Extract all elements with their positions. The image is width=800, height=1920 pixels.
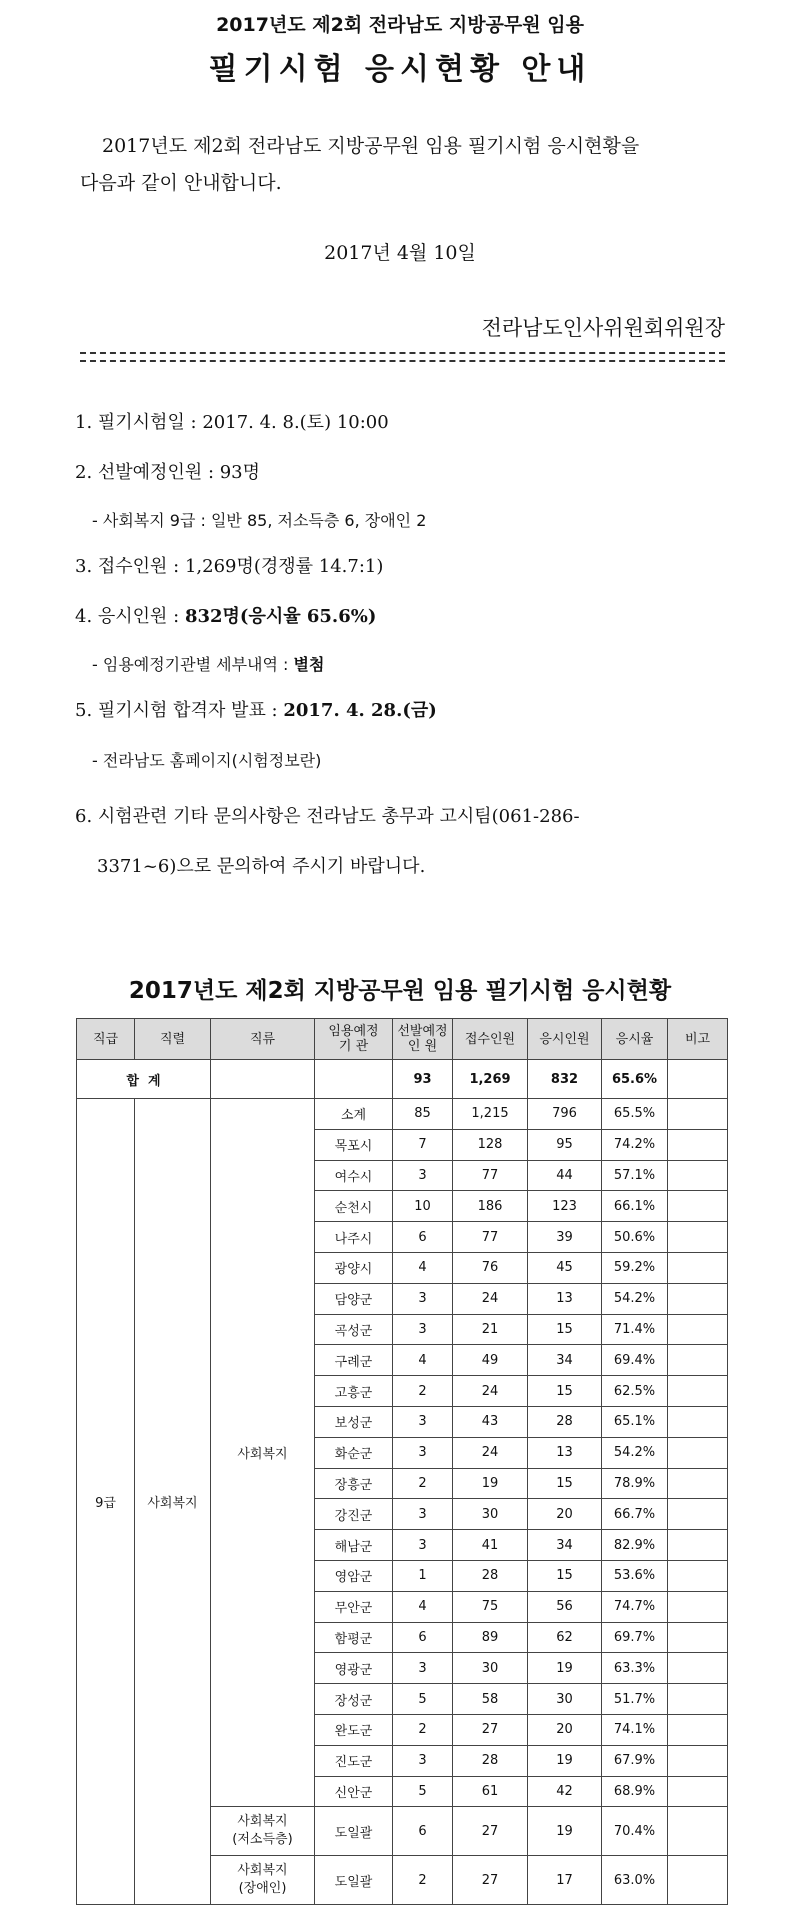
attended-cell: 15 [528,1314,602,1345]
item-attendees-value: 832명(응시율 65.6%) [184,606,377,627]
rate-cell: 82.9% [602,1530,668,1561]
title-line-1: 2017년도 제2회 전라남도 지방공무원 임용 [216,14,584,36]
header-grade: 직급 [77,1019,135,1060]
item-result-detail: - 전라남도 홈페이지(시험정보란) [92,751,322,770]
note-cell [668,1283,728,1314]
issuer: 전라남도인사위원회위원장 [481,316,725,340]
status-table [76,1018,728,1905]
applied-cell: 30 [453,1653,528,1684]
planned-cell: 4 [393,1591,453,1622]
agency-cell: 나주시 [315,1222,393,1253]
rate-cell: 54.2% [602,1283,668,1314]
applied-cell: 19 [453,1468,528,1499]
rate-cell: 65.5% [602,1099,668,1130]
divider [80,352,725,362]
total-attended: 832 [528,1060,602,1099]
note-cell [668,1406,728,1437]
total-agency [315,1060,393,1099]
attended-cell: 44 [528,1160,602,1191]
applied-cell: 24 [453,1376,528,1407]
note-cell [668,1376,728,1407]
attended-cell: 45 [528,1252,602,1283]
rate-cell: 66.7% [602,1499,668,1530]
applied-cell: 58 [453,1684,528,1715]
applied-cell: 43 [453,1406,528,1437]
total-label: 합 계 [77,1060,211,1099]
agency-cell: 함평군 [315,1622,393,1653]
note-cell [668,1314,728,1345]
planned-cell: 3 [393,1314,453,1345]
rate-cell: 62.5% [602,1376,668,1407]
intro-paragraph [80,128,730,202]
rate-cell: 59.2% [602,1252,668,1283]
applied-cell: 24 [453,1283,528,1314]
agency-cell: 영암군 [315,1560,393,1591]
note-cell [668,1807,728,1856]
note-cell [668,1745,728,1776]
title-line-2: 필기시험 응시현황 안내 [208,52,592,87]
attended-cell: 19 [528,1653,602,1684]
agency-cell: 완도군 [315,1714,393,1745]
planned-cell: 5 [393,1776,453,1807]
rate-cell: 67.9% [602,1745,668,1776]
planned-cell: 3 [393,1406,453,1437]
attended-cell: 19 [528,1745,602,1776]
item-applicants: 3. 접수인원 : 1,269명(경쟁률 14.7:1) [75,556,384,577]
total-rate: 65.6% [602,1060,668,1099]
note-cell [668,1653,728,1684]
agency-cell: 무안군 [315,1591,393,1622]
item-attendees-detail [92,652,324,675]
note-cell [668,1776,728,1807]
planned-cell: 85 [393,1099,453,1130]
agency-cell: 구례군 [315,1345,393,1376]
planned-cell: 3 [393,1530,453,1561]
planned-cell: 3 [393,1283,453,1314]
planned-cell: 5 [393,1684,453,1715]
planned-cell: 2 [393,1376,453,1407]
note-cell [668,1129,728,1160]
attended-cell: 95 [528,1129,602,1160]
applied-cell: 28 [453,1745,528,1776]
series-cell: 사회복지 [135,1099,211,1905]
note-cell [668,1099,728,1130]
rate-cell: 65.1% [602,1406,668,1437]
planned-cell: 2 [393,1714,453,1745]
agency-cell: 강진군 [315,1499,393,1530]
applied-cell: 49 [453,1345,528,1376]
applied-cell: 1,215 [453,1099,528,1130]
note-cell [668,1560,728,1591]
item-planned-detail: - 사회복지 9급 : 일반 85, 저소득층 6, 장애인 2 [92,511,427,530]
applied-cell: 61 [453,1776,528,1807]
applied-cell: 30 [453,1499,528,1530]
applied-cell: 41 [453,1530,528,1561]
rate-cell: 63.3% [602,1653,668,1684]
table-row [77,1099,728,1130]
total-row [77,1060,728,1099]
note-cell [668,1160,728,1191]
planned-cell: 4 [393,1345,453,1376]
rate-cell: 74.2% [602,1129,668,1160]
agency-cell: 해남군 [315,1530,393,1561]
agency-cell: 화순군 [315,1437,393,1468]
grade-cell: 9급 [77,1099,135,1905]
rate-cell: 74.1% [602,1714,668,1745]
category-cell: 사회복지 (저소득층) [211,1807,315,1856]
item-inquiry-line-1: 6. 시험관련 기타 문의사항은 전라남도 총무과 고시팀(061-286- [75,806,580,827]
applied-cell: 75 [453,1591,528,1622]
note-cell [668,1714,728,1745]
agency-cell: 여수시 [315,1160,393,1191]
planned-cell: 3 [393,1653,453,1684]
note-cell [668,1684,728,1715]
agency-cell: 순천시 [315,1191,393,1222]
publish-date: 2017년 4월 10일 [324,242,476,264]
intro-line-1: 2017년도 제2회 전라남도 지방공무원 임용 필기시험 응시현황을 [102,135,640,157]
note-cell [668,1191,728,1222]
agency-cell: 장흥군 [315,1468,393,1499]
agency-cell: 광양시 [315,1252,393,1283]
agency-cell: 소계 [315,1099,393,1130]
header-agency: 임용예정 기 관 [315,1019,393,1060]
attended-cell: 34 [528,1345,602,1376]
note-cell [668,1437,728,1468]
applied-cell: 27 [453,1856,528,1905]
applied-cell: 24 [453,1437,528,1468]
note-cell [668,1222,728,1253]
item-attendees-detail-value: 별첨 [293,655,325,674]
category-cell: 사회복지 [211,1099,315,1807]
note-cell [668,1345,728,1376]
note-cell [668,1468,728,1499]
planned-cell: 3 [393,1160,453,1191]
agency-cell: 도일괄 [315,1807,393,1856]
rate-cell: 74.7% [602,1591,668,1622]
item-result-date: 2017. 4. 28.(금) [283,700,437,721]
planned-cell: 3 [393,1499,453,1530]
table-title: 2017년도 제2회 지방공무원 임용 필기시험 응시현황 [128,978,672,1004]
agency-cell: 목포시 [315,1129,393,1160]
applied-cell: 28 [453,1560,528,1591]
planned-cell: 7 [393,1129,453,1160]
applied-cell: 76 [453,1252,528,1283]
rate-cell: 68.9% [602,1776,668,1807]
note-cell [668,1499,728,1530]
agency-cell: 담양군 [315,1283,393,1314]
applied-cell: 27 [453,1807,528,1856]
item-exam-date: 1. 필기시험일 : 2017. 4. 8.(토) 10:00 [75,412,389,433]
attended-cell: 15 [528,1560,602,1591]
attended-cell: 20 [528,1714,602,1745]
item-attendees-detail-label: - 임용예정기관별 세부내역 : [92,655,294,674]
attended-cell: 20 [528,1499,602,1530]
agency-cell: 영광군 [315,1653,393,1684]
total-planned: 93 [393,1060,453,1099]
note-cell [668,1252,728,1283]
agency-cell: 도일괄 [315,1856,393,1905]
rate-cell: 78.9% [602,1468,668,1499]
total-category [211,1060,315,1099]
applied-cell: 27 [453,1714,528,1745]
rate-cell: 69.4% [602,1345,668,1376]
total-note [668,1060,728,1099]
rate-cell: 57.1% [602,1160,668,1191]
note-cell [668,1622,728,1653]
planned-cell: 6 [393,1807,453,1856]
header-category: 직류 [211,1019,315,1060]
attended-cell: 123 [528,1191,602,1222]
agency-cell: 신안군 [315,1776,393,1807]
rate-cell: 70.4% [602,1807,668,1856]
planned-cell: 6 [393,1222,453,1253]
attended-cell: 56 [528,1591,602,1622]
rate-cell: 53.6% [602,1560,668,1591]
agency-cell: 고흥군 [315,1376,393,1407]
header-note: 비고 [668,1019,728,1060]
planned-cell: 3 [393,1437,453,1468]
agency-cell: 곡성군 [315,1314,393,1345]
attended-cell: 19 [528,1807,602,1856]
agency-cell: 보성군 [315,1406,393,1437]
header-applied: 접수인원 [453,1019,528,1060]
planned-cell: 1 [393,1560,453,1591]
rate-cell: 71.4% [602,1314,668,1345]
rate-cell: 51.7% [602,1684,668,1715]
note-cell [668,1856,728,1905]
attended-cell: 39 [528,1222,602,1253]
rate-cell: 63.0% [602,1856,668,1905]
total-applied: 1,269 [453,1060,528,1099]
note-cell [668,1530,728,1561]
header-planned: 선발예정 인 원 [393,1019,453,1060]
attended-cell: 34 [528,1530,602,1561]
planned-cell: 4 [393,1252,453,1283]
rate-cell: 54.2% [602,1437,668,1468]
agency-cell: 진도군 [315,1745,393,1776]
planned-cell: 2 [393,1856,453,1905]
attended-cell: 30 [528,1684,602,1715]
attended-cell: 15 [528,1468,602,1499]
item-result-announce [75,696,437,722]
applied-cell: 77 [453,1222,528,1253]
category-cell: 사회복지 (장애인) [211,1856,315,1905]
applied-cell: 186 [453,1191,528,1222]
rate-cell: 66.1% [602,1191,668,1222]
rate-cell: 50.6% [602,1222,668,1253]
attended-cell: 796 [528,1099,602,1130]
applied-cell: 77 [453,1160,528,1191]
intro-line-2: 다음과 같이 안내합니다. [80,172,282,194]
attended-cell: 13 [528,1283,602,1314]
attended-cell: 17 [528,1856,602,1905]
item-result-label: 5. 필기시험 합격자 발표 : [75,700,284,721]
item-attendees [75,602,376,628]
attended-cell: 15 [528,1376,602,1407]
planned-cell: 2 [393,1468,453,1499]
item-inquiry-line-2: 3371~6)으로 문의하여 주시기 바랍니다. [97,856,426,877]
header-rate: 응시율 [602,1019,668,1060]
attended-cell: 28 [528,1406,602,1437]
applied-cell: 89 [453,1622,528,1653]
applied-cell: 21 [453,1314,528,1345]
attended-cell: 42 [528,1776,602,1807]
header-attended: 응시인원 [528,1019,602,1060]
planned-cell: 3 [393,1745,453,1776]
header-series: 직렬 [135,1019,211,1060]
attended-cell: 13 [528,1437,602,1468]
rate-cell: 69.7% [602,1622,668,1653]
planned-cell: 10 [393,1191,453,1222]
planned-cell: 6 [393,1622,453,1653]
note-cell [668,1591,728,1622]
agency-cell: 장성군 [315,1684,393,1715]
applied-cell: 128 [453,1129,528,1160]
attended-cell: 62 [528,1622,602,1653]
item-attendees-label: 4. 응시인원 : [75,606,185,627]
item-planned-count: 2. 선발예정인원 : 93명 [75,462,261,483]
